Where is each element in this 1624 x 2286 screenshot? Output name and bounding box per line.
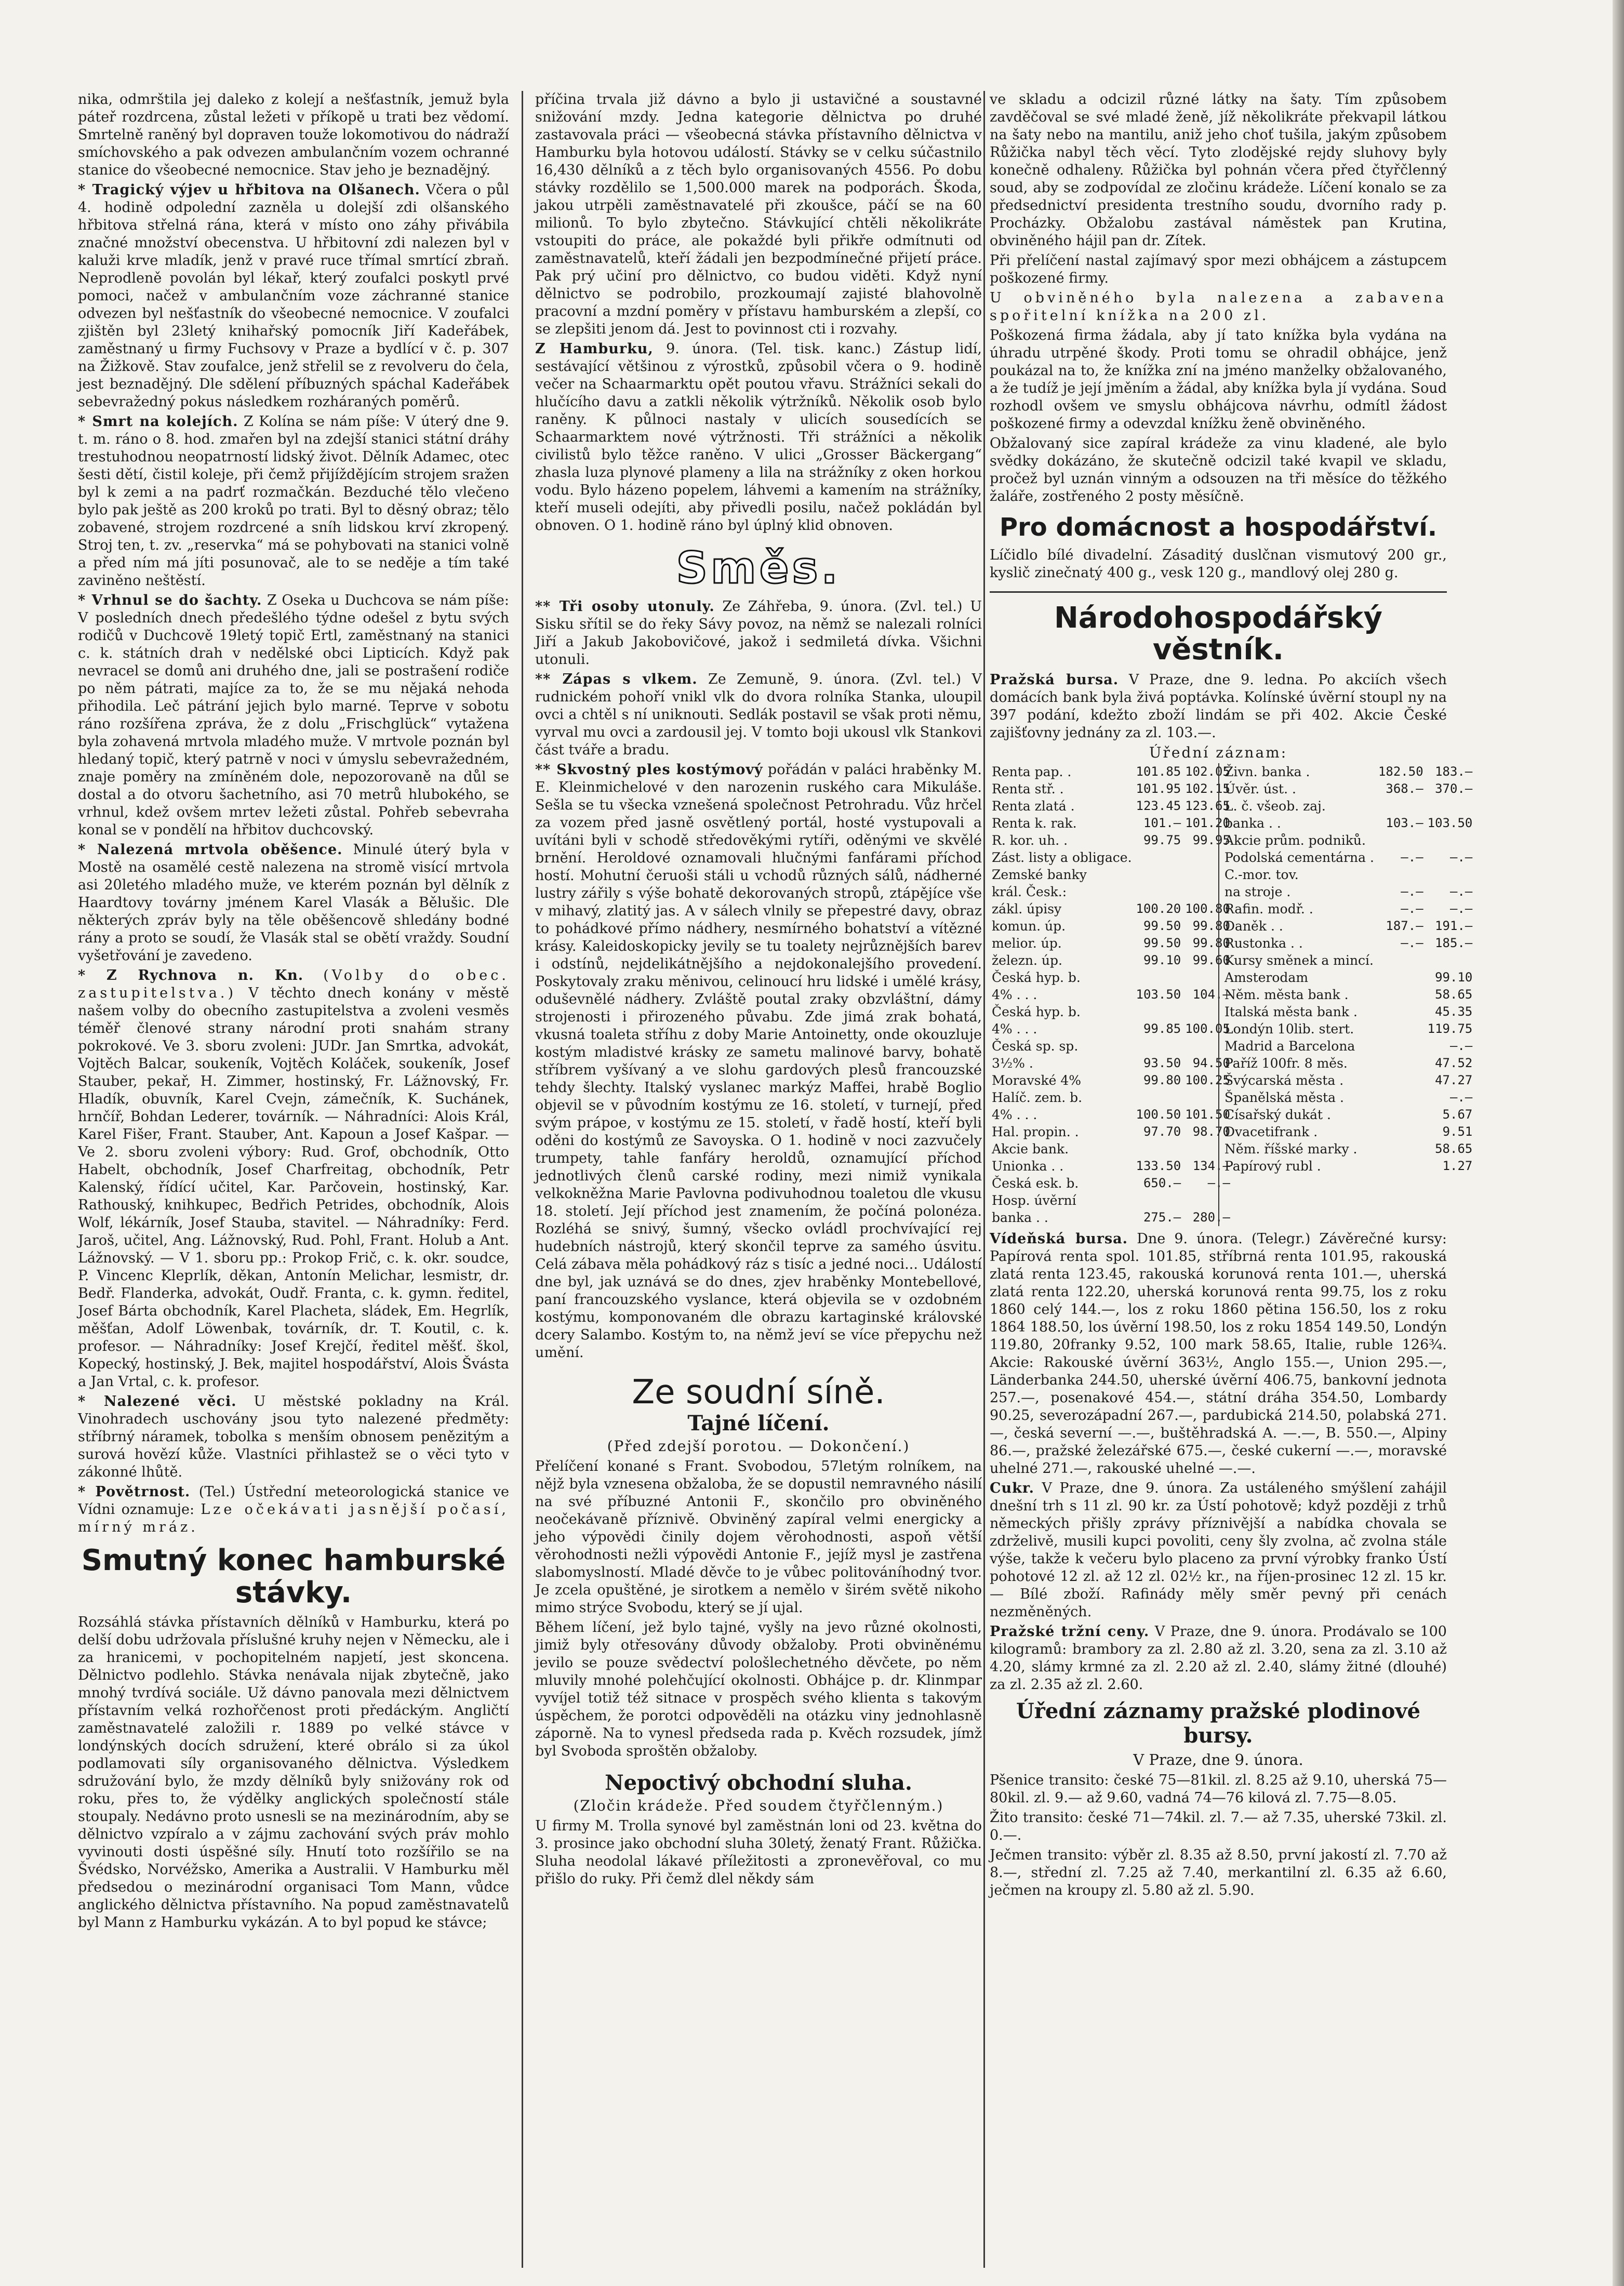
- quote-ask: 99.80: [1192, 935, 1230, 950]
- quote-label: Paříž 100fr. 8 měs.: [1224, 1055, 1348, 1071]
- article-hanged-body: [78, 841, 509, 965]
- article-hamburg-strike: Rozsáhlá stávka přístavních dělníků v Hamburku, která po delší dobu udržovala příslušné kruhy nejen v Německu, ale i za hranicemi, v pochopitelném napjetí, jest skoncena. Dělnictvo podlehlo. Stávka nenávala nijak zbytečně, jako mnohý tvrdívá sociále. Už dávno panovala mezi dělnictvem přístavním velká rozhořčenost proti předáckým. Angličtí zaměstnavatelé založili r. 1889 po velké stávce v londýnských docích sdružení, které obrálo si za úkol podlamovati síly organisovaného dělnictva. Výsledkem sdružování bylo, že mzdy dělníků byly snižovány rok od roku, přes to, že výdělky anglických společností stále stoupaly. Nedávno proto usnesli se na mezinárodním, aby se dělnictvo vzpíralo a v zájmu zachování svých práv mohlo vyvinouti dosti úspěšné síly. Hnutí toto rozšířilo se na Švédsko, Norvéžsko, Amerika a Australii. V Hamburku měl předsedou o mezinárodní organisaci Tom Mann, vůdce anglického dělnictva přístavního. Na popud zaměstnavatelů byl Mann z Hamburku vykázán. A to byl popud ke stávce;: [78, 1614, 509, 1931]
- column-rule-2: [983, 91, 985, 2268]
- quote-label: banka . .: [1224, 815, 1281, 831]
- quote-label: C.-mor. tov.: [1224, 867, 1299, 882]
- quote-row: [990, 883, 1232, 900]
- quote-bid: 182.50: [1378, 764, 1423, 779]
- quote-ask: —.—: [1450, 1038, 1473, 1053]
- quote-row: [1222, 900, 1474, 918]
- quote-label: Španělská města .: [1224, 1089, 1344, 1105]
- article-hamburg-telegram: [535, 340, 982, 535]
- quote-bid: 101.95: [1136, 781, 1181, 796]
- quote-row: [990, 832, 1232, 849]
- quote-bid: 103.—: [1386, 815, 1423, 830]
- quote-row: [990, 815, 1232, 832]
- quote-bid: [1376, 1038, 1426, 1055]
- quote-label: R. kor. uh. .: [992, 832, 1068, 848]
- headline: Cukr.: [990, 1480, 1034, 1496]
- quote-bid: 99.50: [1143, 935, 1181, 950]
- quote-bid: [1134, 1003, 1183, 1020]
- headline: * Povětrnost.: [78, 1484, 191, 1500]
- subheadline-secret-trial: Tajné líčení.: [687, 1411, 830, 1436]
- quote-label: Akcie bank.: [992, 1141, 1069, 1157]
- quote-bid: —.—: [1401, 849, 1423, 865]
- quote-row: [1222, 866, 1474, 883]
- article-body: pořádán v paláci hraběnky M. E. Kleinmichelové v den narozenin ruského cara Mikuláše. Sešla se tu všecka vznešená společnost Petrohradu. Vůz hrčel za vozem před jasně osvětlený portál, hosté vystupovali a uvítáni byli v schodě středověkými rytíři, oděnými ve skvělé brnění. Heroldové oznamovali hlučnými fanfárami příchod hostí. Mohutní čeruoši stáli u vchodů různých sálů, nádherné lustry zářily s výše bohatě dekorovaných stropů, ztápějíce vše v mihavý, zlatitý jas. A v sálech vlnily se přepestré davy, obraz to pohádkové přímo nádhery, nesmírného bohatství a vítězné krásy. Kaleidoskopicky jevily se tu toalety nejrůznějších barev i odstínů, nejdelikátnějšího a nejdokonalejšího provedení. Poskytovaly zraku měnivou, celinoucí hru lidské i umělé krásy, oduševnělé nádhery. Zvláště poutal zraky obzvláštní, dámy strojenosti i přirozeného půvabu. Zde jimá zrak bohatá, vkusná toaleta stříhu z doby Marie Antoinetty, onde okouzluje kostým mladistvé krásky ze sametu malinové barvy, bohatě stříbrem vyšívaný a ve slohu gardových plesů francouzské tehdy šlechty. Italský vyslanec markýz Maffei, hrabě Boglio objevil se v původním kostýmu ze 16. století, v turnejí, před svým prápoe, v kostýmu ze 15. století, v řadě hostí, kteří byli oděni do kostýmů ze Savoyska. O 1. hodině v noci zazvučely trumpety, tahle fanfáry heroldů, oznamující příchod jednotlivých členů carské rodiny, mezi nimiž vynikala velkokněžna Marie Pavlovna podivuhodnou toaletou dle vkusu 18. století. Její příchod jest znamením, že počíná polonéza. Rozléhá se snivý, šumný, všecko ovládl prochvívající rej hudebních nástrojů, který skončil teprve za samého úsvitu. Celá zábava měla pohádkový ráz s tisíc a jedné noci... Událostí dne byl, jak uznává se do dnes, zjev hraběnky Montebellové, paní francouzského vyslance, která objevila se v ozdobném kostýmu, komponovaném dle obrazu kartaginské královské dcery Salambo. Kostým to, na němž jeví se více přepychu než umění.: [535, 762, 982, 1361]
- article-household: Líčidlo bílé divadelní. Zásaditý duslčnan vismutový 200 gr., kyslič zinečnatý 400 g., vesk 120 g., mandlový olej 280 g.: [990, 547, 1447, 581]
- column-rule-1: [522, 91, 523, 2268]
- quote-bid: [1376, 1106, 1426, 1123]
- article-market-prices: [990, 1623, 1447, 1694]
- quote-bid: 133.50: [1136, 1158, 1181, 1173]
- quote-row: [1222, 832, 1474, 849]
- dateline: V Praze, dne 9. února.: [1133, 1750, 1303, 1769]
- article-paragraph: Při přelíčení nastal zajímavý spor mezi obhájcem a zástupcem poškozené firmy.: [990, 252, 1447, 286]
- quote-label: zákl. úpisy: [992, 901, 1062, 916]
- quote-ask: 45.35: [1435, 1004, 1473, 1019]
- quote-ask: 100.25: [1185, 1072, 1230, 1087]
- quote-ask: 280.—: [1192, 1210, 1230, 1225]
- article-body: Ze Záhřeba, 9. února. (Zvl. tel.) U Sisku sřítil se do řeky Sávy povoz, na němž se nalezali rolníci Jiří a Jakub Jakobovičové, jakož i sedmiletá dívka. Všichni utonuli.: [535, 599, 982, 668]
- quote-label: Živn. banka .: [1224, 764, 1310, 779]
- quote-row: [1222, 849, 1474, 866]
- quote-bid: 99.80: [1143, 1072, 1181, 1087]
- article-paragraph: Obžalovaný sice zapíral krádeže za vinu kladené, ale bylo svědky dokázáno, že skutečně odcizil také kvapil ve skladu, pročež byl uznán vinným a odsouzen na tři měsíce do těžkého žaláře, zostřeného 2 posty měsíčně.: [990, 435, 1447, 504]
- quote-label: Něm. říšské marky .: [1224, 1141, 1357, 1157]
- headline: * Nalezená mrtvola oběšence.: [78, 842, 343, 858]
- quote-ask: 183.—: [1435, 764, 1473, 779]
- article-body: 9. února. (Tel. tisk. kanc.) Zástup lidí, sestávající většinou z výrostků, způsobil včera o 9. hodině večer na Schaarmarktu opět poutou vřavu. Strážníci sekali do hlučícího davu a zatkli několik výtržníků. Několik osob bylo raněny. K půlnoci nastaly v ulicích sousedících se Schaarmarktem nové výtržnosti. Tři strážníci a několik civilistů bylo těžce raněno. V ulici „Grosser Bäckergang“ zhasla luza plynové plameny a lila na strážníky z oken horkou vodu. Bylo házeno popelem, láhvemi a kamením na strážníky, kteří museli odejíti, aby přivedli posilu, načež pokládán byl obnoven. O 1. hodině ráno byl úplný klid obnoven.: [535, 341, 982, 534]
- quote-row: [1222, 1072, 1474, 1089]
- headline: * Vrhnul se do šachty.: [78, 592, 262, 608]
- quote-ask: —.—: [1450, 901, 1473, 916]
- quote-ask: 119.75: [1427, 1021, 1473, 1036]
- quote-ask: 9.51: [1442, 1124, 1473, 1139]
- article-wolf: [535, 671, 982, 759]
- article-body: (Tel.) Ústřední meteorologická stanice ve Vídni oznamuje:: [78, 1484, 509, 1518]
- quote-label: Zást. listy a obligace.: [992, 849, 1132, 865]
- quote-label: Renta k. rak.: [992, 815, 1077, 831]
- article-wheat: Pšenice transito: české 75—81kil. zl. 8.25 až 9.10, uherská 75—80kil. zl. 9.— až 9.60, vadná 74—76 kilová zl. 7.75—8.05.: [990, 1772, 1447, 1806]
- quote-label: Papírový rubl .: [1224, 1158, 1321, 1174]
- headline: ** Zápas s vlkem.: [535, 671, 698, 688]
- quote-label: Švýcarská města .: [1224, 1072, 1344, 1088]
- quote-row: [990, 1192, 1232, 1209]
- section-title-household: Pro domácnost a hospodářství.: [999, 513, 1437, 542]
- article-body: Minulé úterý byla v Mostě na osamělé cestě nalezena na stromě visící mrtvola asi 20letého mladého muže, ve kterém poznán byl dělník z Haardtovy továrny jménem Karel Vlasák a Bělušic. Dle některých zpráv byly na těle oběšencově shledány bodné rány a proto se soudí, že Vlasák stal se obětí vraždy. Soudní vyšetřování je zavedeno.: [78, 842, 509, 964]
- article-rychnov-elections: [78, 967, 509, 1391]
- quote-label: komun. úp.: [992, 918, 1066, 934]
- quote-ask: 99.80: [1192, 918, 1230, 933]
- quote-row: [990, 1089, 1232, 1106]
- quote-row: [1222, 986, 1474, 1003]
- headline: * Tragický výjev u hřbitova na Olšanech.: [78, 182, 420, 198]
- quote-label: L. č. všeob. zaj.: [1224, 798, 1326, 814]
- quote-row: [990, 918, 1232, 935]
- quote-row: [990, 1072, 1232, 1089]
- quote-bid: —.—: [1401, 935, 1423, 950]
- quote-ask: [1426, 866, 1475, 883]
- subheadline-dishonest-servant: Nepoctivý obchodní sluha.: [605, 1770, 912, 1795]
- quote-bid: 100.20: [1136, 901, 1181, 916]
- quote-row: [990, 1003, 1232, 1020]
- quote-ask: —.—: [1450, 1089, 1473, 1105]
- quotes-table: [990, 763, 1473, 1226]
- article-body: V Praze, dne 9. února. Prodávalo se 100 kilogramů: brambory za zl. 2.80 až zl. 3.20, sena za zl. 3.10 až 4.20, slámy krmné za zl. 2.20 až zl. 2.40, slámy žitné (dlouhé) za zl. 2.35 až zl. 2.60.: [990, 1623, 1447, 1693]
- quote-bid: [1376, 952, 1426, 969]
- quote-ask: 123.65: [1185, 798, 1230, 813]
- quote-row: [990, 900, 1232, 918]
- quote-row: [1222, 815, 1474, 832]
- subheadline-court-note: (Před zdejší porotou. — Dokončení.): [607, 1437, 910, 1455]
- quote-ask: 185.—: [1435, 935, 1473, 950]
- quote-ask: 370.—: [1435, 781, 1473, 796]
- quote-label: Česká hyp. b.: [992, 1004, 1081, 1019]
- quote-ask: 134.—: [1192, 1158, 1230, 1173]
- quote-row: [990, 763, 1232, 780]
- quote-bid: [1376, 1123, 1426, 1140]
- quote-label: Česká hyp. b.: [992, 969, 1081, 985]
- article-vienna-bourse: [990, 1230, 1447, 1478]
- quote-ask: 101.20: [1185, 815, 1230, 830]
- article-body: Ze Zemuně, 9. února. (Zvl. tel.) V rudnickém pohoří vnikl vlk do dvora rolníka Stanka, uloupil ovci a chtěl s ní uniknouti. Sedlák postavil se však proti němu, vyrval mu ovci a zardousil jej. V tomto boji ukousl vlk Stankovi část tváře a bradu.: [535, 671, 982, 759]
- article-body: Z Oseka u Duchcova se nám píše: V posledních dnech předešlého týdne odešel z bytu svých rodičů v Duchcově 19letý topič Ertl, zaměstnaný na stanici c. k. státních drah v nedělské obci Lipticích. Když pak nevracel se domů ani druhého dne, jali se postrašení rodiče po něm pátrati, majíce za to, že se mu nějaká nehoda přihodila. Leč pátrání jejich bylo marné. Teprve v sobotu ráno rozšířena zpráva, že z dolu „Frischglück“ vytažena byla zohavená mrtvola mladého muže. V mrtvole poznán byl hledaný topič, který patrně v noci v úmyslu sebevražedném, znaje poměry na zmíněném dole, nepozorovaně na důl se dostal a do otvoru šachetního, asi 70 metrů hlubokého, se vrhnul, kdež ovšem mrtev ležeti zůstal. Pohřeb sebevraha konal se v pondělí na hřbitov duchcovský.: [78, 592, 509, 838]
- quote-bid: —.—: [1401, 901, 1423, 916]
- article-weather: [78, 1483, 509, 1536]
- quote-row: [990, 1038, 1232, 1055]
- quote-bid: 368.—: [1386, 781, 1423, 796]
- article-trial: Přelíčení konané s Frant. Svobodou, 57letým rolníkem, na nějž byla vznesena obžaloba, že se dopustil nemravného násilí na své příbuzné Antonii F., skončilo pro obviněného neočekávaně příznivě. Obviněný zapíral velmi energicky a jeho výpovědi činily dojem věrohodnosti, aspoň větší věrohodnosti nežli výpovědi Antonie F., jejíž mysl je zastřena slabomyslností. Mladé děvče to je vůbec politováníhodný tvor. Je zcela opuštěné, je sirotkem a nemělo v širém světě nikoho mimo strýce Svobodu, který se jí ujal.: [535, 1458, 982, 1616]
- quote-label: Moravské 4%: [992, 1072, 1082, 1088]
- quote-bid: 650.—: [1143, 1175, 1181, 1190]
- quote-label: Halíč. zem. b.: [992, 1089, 1083, 1105]
- quote-label: Italská města bank .: [1224, 1004, 1357, 1019]
- quote-bid: [1376, 1020, 1426, 1038]
- separator: [990, 591, 1447, 593]
- quote-ask: 101.50: [1185, 1107, 1230, 1122]
- quote-row: [1222, 1123, 1474, 1140]
- quote-row: [1222, 1003, 1474, 1020]
- quote-label: Zemské banky: [992, 867, 1087, 882]
- quote-label: Dvacetifrank .: [1224, 1124, 1318, 1139]
- quote-ask: 102.15: [1185, 781, 1230, 796]
- quote-row: [990, 780, 1232, 798]
- quote-ask: —.—: [1450, 849, 1473, 865]
- quote-bid: [1134, 866, 1183, 883]
- quote-label: Akcie prům. podniků.: [1224, 832, 1366, 848]
- quote-bid: 187.—: [1386, 918, 1423, 933]
- article-rye: Žito transito: české 71—74kil. zl. 7.— až 7.35, uherské 73kil. zl. 0.—.: [990, 1809, 1447, 1843]
- quote-bid: 101.85: [1136, 764, 1181, 779]
- article-servant-continuation: ve skladu a odcizil různé látky na šaty. Tím způsobem zavděčoval se své mladé ženě, jíž několikráte překvapil látkou na šaty nebo na mantilu, aniž jeho choť tušila, jakým způsobem Růžička nabyl těch věcí. Tyto zlodějské rejdy sluhovy byly konečně odhaleny. Růžička byl pohnán včera před čtyřčlenný soud, aby se zodpovídal ze zločinu krádeže. Líčení konalo se za předsednictví presidenta trestního soudu, dvorního rady p. Procházky. Obžalobu zastával náměstek pan Krutina, obviněného hájil pan dr. Zítek.: [990, 91, 1447, 249]
- quote-label: Císařský dukát .: [1224, 1107, 1331, 1122]
- subheadline-theft-note: (Zločin krádeže. Před soudem čtyřčlenným.): [573, 1797, 944, 1814]
- quote-label: Česká esk. b.: [992, 1175, 1079, 1191]
- quote-label: Londýn 10lib. stert.: [1224, 1021, 1354, 1036]
- quote-row: [990, 1020, 1232, 1038]
- quote-row: [990, 1158, 1232, 1175]
- quote-bid: [1134, 969, 1183, 986]
- quote-ask: 102.05: [1185, 764, 1230, 779]
- headline: Pražské tržní ceny.: [990, 1623, 1150, 1640]
- article-sugar: [990, 1480, 1447, 1621]
- quote-row: [1222, 1089, 1474, 1106]
- quote-row: [1222, 1140, 1474, 1158]
- article-death-on-rails: [78, 413, 509, 590]
- quote-row: [1222, 883, 1474, 900]
- quote-bid: 123.45: [1136, 798, 1181, 813]
- quote-ask: 99.60: [1192, 952, 1230, 967]
- quote-row: [990, 1140, 1232, 1158]
- article-found-items: [78, 1393, 509, 1481]
- quote-bid: 99.10: [1143, 952, 1181, 967]
- section-title-economy: Národohospodářský věstník.: [1054, 601, 1383, 667]
- quote-row: [990, 866, 1232, 883]
- quote-row: [990, 969, 1232, 986]
- quote-row: [1222, 969, 1474, 986]
- quote-row: [1222, 780, 1474, 798]
- quote-ask: 99.10: [1435, 969, 1473, 985]
- section-title-smes: Směs.: [676, 542, 841, 593]
- quote-ask: 47.52: [1435, 1055, 1473, 1070]
- quote-bid: [1376, 866, 1426, 883]
- quote-bid: 93.50: [1143, 1055, 1181, 1070]
- quote-bid: 100.50: [1136, 1107, 1181, 1122]
- quote-label: železn. úp.: [992, 952, 1062, 968]
- article-drowned: [535, 598, 982, 669]
- quote-row: [1222, 1055, 1474, 1072]
- quote-row: [1222, 763, 1474, 780]
- subheadline-commodity-bourse: Úřední záznamy pražské plodinové bursy.: [1016, 1698, 1421, 1748]
- quote-label: Amsterodam: [1224, 969, 1309, 985]
- quote-row: [1222, 1020, 1474, 1038]
- article-costume-ball: [535, 761, 982, 1362]
- column-2: [535, 91, 982, 2268]
- quote-ask: 94.50: [1192, 1055, 1230, 1070]
- headline: * Smrt na kolejích.: [78, 414, 238, 430]
- quote-bid: 99.50: [1143, 918, 1181, 933]
- quote-row: [990, 1209, 1232, 1226]
- article-trial-2: Během líčení, jež bylo tajné, vyšly na jevo různé okolnosti, jimiž byly otřesovány důvody obžaloby. Proti obviněnému jevilo se pouze svědectví pološlechetného děvčete, po něm mluvily mnohé polehčující okolnosti. Obhájce p. dr. Klinmpar vyvíjel totiž též sitnace v prospěch svého klienta s takovým úspěchem, že porotci odpověděli na otázku viny jednohlasně záporně. Na to vynesl předseda rada p. Kvěch rozsudek, jímž byl Svoboda sproštěn obžaloby.: [535, 1619, 982, 1759]
- quote-bid: [1134, 883, 1183, 900]
- quote-label: Podolská cementárna .: [1224, 849, 1374, 865]
- quote-label: Hosp. úvěrní: [992, 1192, 1076, 1208]
- quote-ask: 191.—: [1435, 918, 1473, 933]
- quote-row: [990, 1123, 1232, 1140]
- quote-ask: 58.65: [1435, 1141, 1473, 1156]
- column-3: [990, 91, 1473, 2268]
- page-spine-shadow: [1613, 0, 1624, 2286]
- quote-ask: 99.95: [1192, 832, 1230, 847]
- quote-bid: 103.50: [1136, 987, 1181, 1002]
- quote-row: [990, 935, 1232, 952]
- quote-bid: [1134, 1089, 1183, 1106]
- quote-label: 4% . . .: [992, 1107, 1037, 1122]
- quote-label: Rafin. modř. .: [1224, 901, 1313, 916]
- subheadline: (Volby do obec. zastupitelstva.): [78, 967, 509, 1001]
- quote-row: [1222, 1038, 1474, 1055]
- quote-ask: 5.67: [1442, 1107, 1473, 1122]
- headline: ** Skvostný ples kostýmový: [535, 762, 763, 778]
- quote-label: Renta pap. .: [992, 764, 1072, 779]
- article-paragraph: U obviněného byla nalezena a zabavena spořitelní knížka na 200 zl.: [990, 290, 1447, 324]
- quote-row: [990, 849, 1232, 866]
- article-body: Včera o půl 4. hodině odpolední zazněla u dolejší zdi olšanského hřbitova střelná rána, která v místo ono záhy přivábila značné množství obecenstva. U hřbitovní zdi nalezen byl v kaluži krve mladík, jenž v pravé ruce třímal smrtící zbraň. Neprodleně povolán byl lékař, který zoufalci poskytl prvé pomoci, načež v ambulančním voze záchranné stanice odvezen byl nešťastník do všeobecné nemocnice. V zoufalci zjištěn byl 23letý knihařský pomocník Jiří Kadeřábek, zaměstnaný u firmy Fuchsovy v Praze a bydlící v č. p. 307 na Žižkově. Stav zoufalce, jenž střelil se z revolveru do čela, jest beznadějný. Dle sdělení příbuzných spáchal Kadeřábek sebevražedný pokus následkem rozháraných poměrů.: [78, 182, 509, 410]
- quote-row: [1222, 935, 1474, 952]
- quote-label: Renta zlatá .: [992, 798, 1075, 814]
- article-paragraph: Poškozená firma žádala, aby jí tato knížka byla vydána na úhradu utrpěné škody. Proti tomu se ohradil obhájce, jenž poukázal na to, že knížka zní na jméno manželky obžalovaného, a že tudíž je její jměním a žádal, aby knížka byla jí vydána. Soud rozhodl ovšem ve smyslu obhájcova návrhu, odmítl žádost poškozené firmy a odevzdal knížku ženě obviněného.: [990, 327, 1447, 432]
- weather-forecast: Lze očekávati jasnější počasí, mírný mráz.: [78, 1501, 509, 1535]
- article-barley: Ječmen transito: výběr zl. 8.35 až 8.50, první jakostí zl. 7.70 až 8.—, střední zl. 7.25 až 7.40, merkantilní zl. 6.35 až 6.60, ječmen na kroupy zl. 5.80 až zl. 5.90.: [990, 1846, 1447, 1898]
- quote-bid: [1376, 832, 1426, 849]
- quote-bid: [1376, 1003, 1426, 1020]
- quote-label: 4% . . .: [992, 1021, 1037, 1036]
- quote-ask: 98.70: [1192, 1124, 1230, 1139]
- quote-row: [1222, 798, 1474, 815]
- article-body: V Praze, dne 9. ledna. Po akciích všech domácích bank byla živá poptávka. Kolínské úvěrní stoupl ny na 397 podání, kdežto zboží lindám se při 402. Akcie České zajišťovny jednány za zl. 103.—.: [990, 671, 1447, 741]
- quote-bid: 101.—: [1143, 815, 1181, 830]
- quote-ask: 103.50: [1427, 815, 1473, 830]
- quote-ask: [1426, 952, 1475, 969]
- quote-row: [1222, 918, 1474, 935]
- quote-label: Madrid a Barcelona: [1224, 1038, 1355, 1054]
- quote-row: [990, 952, 1232, 969]
- quote-row: [990, 1175, 1232, 1192]
- quote-bid: [1134, 849, 1183, 866]
- quote-label: Rustonka . .: [1224, 935, 1303, 951]
- headline: ** Tři osoby utonuly.: [535, 599, 715, 615]
- quote-label: banka . .: [992, 1210, 1048, 1225]
- quote-label: Úvěr. úst. .: [1224, 781, 1296, 796]
- quote-row: [990, 1055, 1232, 1072]
- quote-label: Něm. města bank .: [1224, 987, 1349, 1002]
- quote-ask: [1426, 798, 1475, 815]
- article-dishonest-servant: U firmy M. Trolla synové byl zaměstnán loni od 23. května do 3. prosince jako obchodní sluha 30letý, ženatý Frant. Růžička. Sluha neodolal lákavé příležitosti a zpronevěřoval, co mu přišlo do ruky. Při čemž dlel někdy sám: [535, 1817, 982, 1887]
- quote-bid: [1134, 1038, 1183, 1055]
- quote-label: Renta stř. .: [992, 781, 1064, 796]
- article-body: Z Kolína se nám píše: V úterý dne 9. t. m. ráno o 8. hod. zmařen byl na zdejší stanici státní dráhy trestuhodnou neopatrností lidský život. Dělník Adamec, otec šesti dětí, čistil koleje, při čemž přijíždějícím strojem sražen byl k zemi a na padrť rozmačkán. Bezduché tělo vlečeno bylo pak ještě as 200 kroků po trati. Byl to děsný obraz; tělo zobavené, strojem rozdrcené a sníh lidskou krví zkropený. Stroj ten, t. zv. „reservka“ má se pohybovati na stanici volně a před ním má jíti posunovač, ale to se neděje a tím také zaviněno neštěstí.: [78, 414, 509, 589]
- quote-bid: [1376, 1072, 1426, 1089]
- quote-row: [990, 1106, 1232, 1123]
- quote-bid: [1134, 1192, 1183, 1209]
- quote-ask: 104.—: [1192, 987, 1230, 1002]
- quote-label: 3½% .: [992, 1055, 1033, 1071]
- column-1: [78, 91, 509, 2268]
- section-title-hamburg-strike: Smutný konec hamburské stávky.: [81, 1544, 506, 1610]
- quotes-left: [990, 763, 1230, 1226]
- quote-bid: [1376, 1140, 1426, 1158]
- quote-bid: —.—: [1401, 884, 1423, 899]
- quote-label: Hal. propin. .: [992, 1124, 1079, 1139]
- quote-bid: [1376, 1055, 1426, 1072]
- quote-bid: 275.—: [1143, 1210, 1181, 1225]
- quote-label: Daněk . .: [1224, 918, 1283, 934]
- section-title-court: Ze soudní síně.: [632, 1373, 885, 1412]
- article-body: Dne 9. února. (Telegr.) Závěrečné kursy: Papírová renta spol. 101.85, stříbrná renta 101.95, rakouská zlatá renta 123.45, rakouská korunová renta 101.—, uherská zlatá renta 122.20, uherská korunová renta 99.75, los z roku 1860 celý 144.—, los z roku 1860 pětina 156.50, los z roku 1864 188.50, los úvěrní 198.50, los z roku 1854 149.50, Londýn 119.80, 20franky 9.52, 100 mark 58.65, Italie, ruble 126¾. Akcie: Rakouské úvěrní 363½, Anglo 155.—, Union 295.—, Länderbanka 244.50, uherské úvěrní 406.75, bankovní jednota 257.—, posenakové 454.—, státní dráha 354.50, Lombardy 90.25, severozápadní 267.—, pardubická 214.50, polabská 271.—, česká severní —.—, buštěhradská A. —.—, B. 550.—, Alpiny 86.—, pražské železářské 675.—, české cukerní —.—, moravské uhelné 271.—, rakouské uhelné —.—.: [990, 1230, 1447, 1477]
- article-body: V těchto dnech konány v městě našem volby do obecního zastupitelstva a zvoleni vesměs téměř členové strany národní proti snahám strany pokrokové. Ve 3. sboru zvoleni: JUDr. Jan Smrtka, advokát, Vojtěch Balcar, soukeník, Vojtěch Koláček, soukeník, Josef Stauber, pekař, H. Zimmer, hostinský, Fr. Lážnovský, Fr. Hladík, obuvník, Karel Cvejn, zámečník, K. Suchánek, hrnčíř, Bohdan Lederer, továrník. — Náhradníci: Alois Král, Karel Fišer, Frant. Stauber, Ant. Kapoun a Josef Kašpar. — Ve 2. sboru zvoleni výbory: Rud. Grof, obchodník, Otto Habelt, obchodník, Josef Charfreitag, obchodník, Petr Kalenský, řídící učitel, Kar. Parčovein, hostinský, Kar. Rathouský, knihkupec, Bedřich Petrides, obchodník, Alois Wolf, lékárník, Josef Stauba, stavitel. — Náhradníky: Ferd. Jaroš, učitel, Ang. Lážnovský, Rud. Pohl, Frant. Holub a Ant. Lážnovský. — V 1. sboru pp.: Prokop Frič, c. k. okr. soudce, P. Vincenc Kleprlík, děkan, Antonín Melichar, lesmistr, dr. Bedř. Flanderka, advokát, Oudř. Franta, c. k. gymn. ředitel, Josef Bárta obchodník, Karel Placheta, sládek, Em. Hegrlík, měšťan, Adolf Löwenbak, továrník, dr. T. Koutil, c. k. profesor. — Náhradníky: Josef Krejčí, ředitel měšť. škol, Kopecký, hostinský, J. Bek, majitel hospodářství, Alois Švásta a Jan Vrtal, c. k. profesor.: [78, 985, 509, 1390]
- headline: Pražská bursa.: [990, 671, 1119, 688]
- quote-label: Česká sp. sp.: [992, 1038, 1079, 1054]
- quote-bid: [1376, 969, 1426, 986]
- headline: * Nalezené věci.: [78, 1393, 237, 1410]
- quote-bid: 97.70: [1143, 1124, 1181, 1139]
- quote-bid: 99.85: [1143, 1021, 1181, 1036]
- article-prague-bourse: [990, 671, 1447, 742]
- quotes-right: [1218, 763, 1473, 1226]
- quote-row: [1222, 1158, 1474, 1175]
- quote-label: na stroje .: [1224, 884, 1291, 899]
- quote-row: [990, 798, 1232, 815]
- quote-ask: 100.80: [1185, 901, 1230, 916]
- quote-label: 4% . . .: [992, 987, 1037, 1002]
- quote-bid: 99.75: [1143, 832, 1181, 847]
- table-title: Úřední záznam:: [1149, 743, 1288, 761]
- article-body: U městské pokladny na Král. Vinohradech uschovány jsou tyto nalezené předměty: stříbrný náramek, tobolka s menším obnosem penězitým a surová hovězí kůže. Vlastníci přihlastež se o věci tyto v zákonné lhůtě.: [78, 1393, 509, 1480]
- headline: Z Hamburku,: [535, 341, 654, 357]
- article-hamburg-continuation: příčina trvala již dávno a bylo ji ustavičné a soustavné snižování mzdy. Jedna kategorie dělnictva po druhé zastavovala práci — všeobecná stávka přístavního dělnictva v Hamburku byla hotovou událostí. Stávky se v celku súčastnilo 16,430 dělníků a z těch bylo organisovaných 4556. Po dobu stávky rozdělilo se 1,500.000 marek na podporách. Škoda, jakou utrpěli zaměstnavatelé při zkoušce, páčí se na 60 milionů. To bylo zbytečno. Stávkující chtěli několikráte vstoupiti do práce, ale pokaždé byli přikře odmítnuti od zaměstnavatelů, kteří žádali jen bezpodmínečné přijetí práce. Pak prý učiní pro dělnictvo, co budou viděti. Když nyní dělnictvo se podrobilo, prozkoumají zajisté blahovolně pracovní a mzdní poměry v přístavu hamburském a zlepší, co se zlepšiti jenom dá. Jest to povinnost cti i rozvahy.: [535, 91, 982, 337]
- quote-ask: 47.27: [1435, 1072, 1473, 1087]
- quote-ask: 100.05: [1185, 1021, 1230, 1036]
- article-body: V Praze, dne 9. února. Za ustáleného smýšlení zahájil dnešní trh s 11 zl. 90 kr. za Ústí pohotově; když později z trhů německých přišly zprávy příznivější a nabídka chovala se zdrželivě, musili kupci povoliti, ceny šly zvolna, ač zvolna stále výše, takže k večeru bylo placeno za první výrobky franko Ústí pohotové 12 zl. až 12 zl. 02½ kr., na říjen-prosinec 12 zl. 15 kr. — Bílé zboží. Rafinády měly směr pevný při cenách nezměněných.: [990, 1480, 1447, 1620]
- quote-row: [990, 986, 1232, 1003]
- quote-label: Kursy směnek a mincí.: [1224, 952, 1374, 968]
- article-tragic-scene: [78, 181, 509, 411]
- quote-bid: [1376, 1158, 1426, 1175]
- quote-row: [1222, 1106, 1474, 1123]
- quote-bid: [1376, 986, 1426, 1003]
- quote-label: melior. úp.: [992, 935, 1062, 951]
- quote-label: Unionka . .: [992, 1158, 1064, 1174]
- quote-ask: 58.65: [1435, 987, 1473, 1002]
- quote-label: král. Česk.:: [992, 884, 1067, 899]
- article-shaft: [78, 592, 509, 839]
- quote-ask: [1426, 832, 1475, 849]
- quote-ask: —.—: [1450, 884, 1473, 899]
- quote-ask: —.—: [1207, 1175, 1230, 1190]
- article-continuation: nika, odmrštila jej daleko z kolejí a nešťastník, jemuž byla páteř rozdrcena, zůstal ležeti v příkopě u trati bez vědomí. Smrtelně raněný byl dopraven touže lokomotivou do nádraží smíchovského a pak odvezen ambulančním vozem ochranné stanice do všeobecné nemocnice. Stav jeho je beznadějný.: [78, 91, 509, 178]
- quote-row: [1222, 952, 1474, 969]
- headline: * Z Rychnova n. Kn.: [78, 967, 304, 983]
- quote-ask: 1.27: [1442, 1158, 1473, 1173]
- headline: Vídeňská bursa.: [990, 1230, 1128, 1247]
- quote-bid: [1134, 1140, 1183, 1158]
- quote-bid: [1376, 798, 1426, 815]
- quote-bid: [1376, 1089, 1426, 1106]
